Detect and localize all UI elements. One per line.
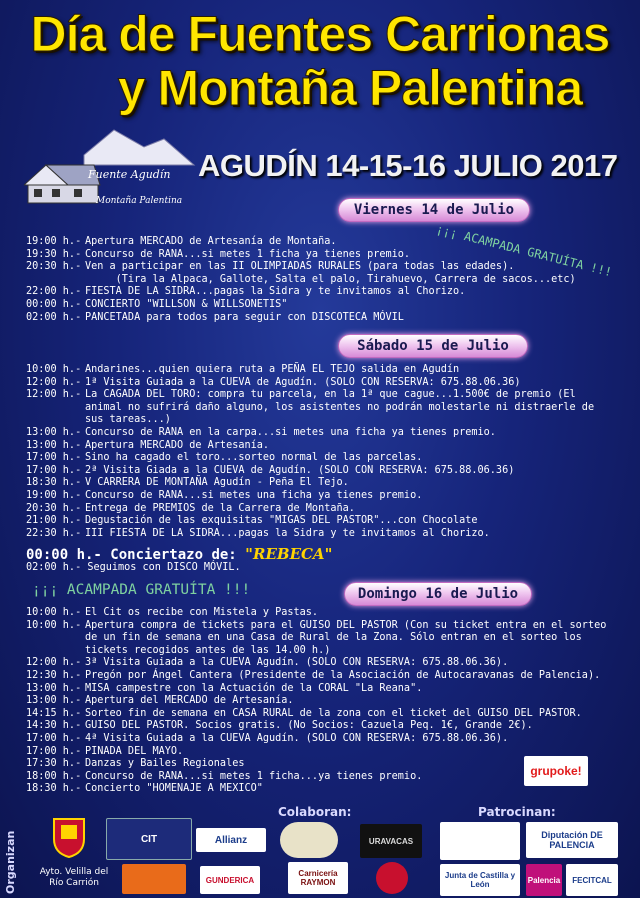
schedule-text: (Tira la Alpaca, Gallote, Salta el palo, Tirahuevo, Carrera de sacos...etc) xyxy=(85,273,576,285)
schedule-time: 17:00 h.- xyxy=(26,452,82,464)
schedule-item xyxy=(26,465,613,478)
schedule-text: 2ª Visita Giada a la CUEVA de Agudín. (SOLO CON RESERVA: 675.88.06.36) xyxy=(85,464,515,476)
schedule-item xyxy=(26,733,613,746)
schedule-item xyxy=(26,708,613,721)
grupoke-logo: grupoke! xyxy=(524,756,588,786)
schedule-item xyxy=(26,389,613,427)
event-dates: AGUDÍN 14-15-16 JULIO 2017 xyxy=(198,148,618,183)
junta-logo: Junta de Castilla y León xyxy=(440,864,520,896)
schedule-item xyxy=(26,299,576,312)
schedule-item xyxy=(26,377,613,390)
schedule-text: Apertura del MERCADO de Artesanía. xyxy=(85,695,294,707)
palencia-logo: Palencia xyxy=(526,864,562,896)
schedule-item xyxy=(26,477,613,490)
schedule-text: El Cit os recibe con Mistela y Pastas. xyxy=(85,607,319,618)
patrocinan-label: Patrocinan: xyxy=(478,805,556,819)
logo-subtitle: Montaña Palentina xyxy=(96,196,183,206)
friday-schedule xyxy=(26,236,576,324)
colaborador-badge-logo xyxy=(376,862,408,894)
schedule-item xyxy=(26,515,613,528)
schedule-time: 02:00 h.- xyxy=(26,311,82,323)
schedule-text: La CAGADA DEL TORO: compra tu parcela, en la 1ª que cague...1.500€ de premio (El animal no sufrirá daño alguno, los asistentes no podrán molestarle ni distraerle de sus tareas...) xyxy=(85,389,601,426)
schedule-time: 13:00 h.- xyxy=(26,426,82,438)
schedule-time: 17:00 h.- xyxy=(26,732,82,744)
schedule-time: 17:00 h.- xyxy=(26,464,82,476)
ayto-label: Ayto. Velilla del Río Carrión xyxy=(39,867,109,888)
colaboran-label: Colaboran: xyxy=(278,805,352,819)
schedule-item xyxy=(26,427,613,440)
carniceria-logo: Carnicería RAYMON xyxy=(288,862,348,894)
schedule-text: MISA campestre con la Actuación de la CORAL "La Reana". xyxy=(85,682,423,694)
schedule-time: 18:00 h.- xyxy=(26,770,82,782)
acampada-note-friday: ¡¡¡ ACAMPADA GRATUÍTA !!! xyxy=(434,222,614,280)
schedule-time: 12:30 h.- xyxy=(26,669,82,681)
schedule-item xyxy=(26,607,613,620)
schedule-time: 19:00 h.- xyxy=(26,236,82,247)
schedule-item xyxy=(26,490,613,503)
schedule-time: 22:00 h.- xyxy=(26,286,82,298)
schedule-text: CONCIERTO "WILLSON & WILLSONETIS" xyxy=(85,298,288,310)
day-pill-saturday: Sábado 15 de Julio xyxy=(338,334,528,358)
schedule-text: Ven a participar en las II OLIMPIADAS RURALES (para todas las edades). xyxy=(85,261,515,273)
schedule-time: 21:00 h.- xyxy=(26,515,82,527)
schedule-time: 22:30 h.- xyxy=(26,527,82,539)
schedule-text: Concurso de RANA...si metes 1 ficha ya tienes premio. xyxy=(85,248,411,260)
uravacas-logo: URAVACAS xyxy=(360,824,422,858)
patrocinador-logo xyxy=(440,822,520,860)
schedule-text: Apertura MERCADO de Artesanía de Montaña. xyxy=(85,236,337,247)
schedule-text: PINADA DEL MAYO. xyxy=(85,745,184,757)
schedule-item xyxy=(26,720,613,733)
schedule-time: 12:00 h.- xyxy=(26,657,82,669)
schedule-item xyxy=(26,657,613,670)
schedule-item xyxy=(26,695,613,708)
schedule-time: 18:30 h.- xyxy=(26,783,82,795)
allianz-logo: Allianz xyxy=(196,828,266,852)
schedule-time: 12:00 h.- xyxy=(26,376,82,388)
schedule-text: Sino ha cagado el toro...sorteo normal de las parcelas. xyxy=(85,452,423,464)
schedule-item xyxy=(26,274,576,287)
schedule-text: Sorteo fin de semana en CASA RURAL de la zona con el ticket del GUISO DEL PASTOR. xyxy=(85,707,582,719)
schedule-item xyxy=(26,286,576,299)
fecitcal-logo: FECITCAL xyxy=(566,864,618,896)
schedule-text: 3ª Visita Guiada a la CUEVA Agudín. (SOLO CON RESERVA: 675.88.06.36). xyxy=(85,657,509,669)
schedule-text: Andarines...quien quiera ruta a PEÑA EL TEJO salida en Agudín xyxy=(85,364,460,375)
schedule-time: 17:00 h.- xyxy=(26,745,82,757)
schedule-text: Concierto "HOMENAJE A MEXICO" xyxy=(85,783,263,795)
schedule-item xyxy=(26,670,613,683)
ayto-shield-icon xyxy=(52,815,86,859)
acampada-note-sunday: ¡¡¡ ACAMPADA GRATUÍTA !!! xyxy=(32,582,251,598)
schedule-time: 20:30 h.- xyxy=(26,502,82,514)
logo-name: Fuente Agudín xyxy=(88,168,171,181)
concert-label: Conciertazo de: xyxy=(110,547,237,563)
saturday-schedule xyxy=(26,364,613,540)
after-concert: 02:00 h.- Seguimos con DISCO MÓVIL. xyxy=(26,562,241,573)
schedule-text: GUISO DEL PASTOR. Socios gratis. (No Socios: Cazuela Peq. 1€, Grande 2€). xyxy=(85,720,533,732)
title-line-1: Día de Fuentes Carrionas xyxy=(30,6,610,62)
schedule-item xyxy=(26,528,613,541)
schedule-item xyxy=(26,261,576,274)
schedule-item xyxy=(26,236,576,249)
schedule-time: 00:00 h.- xyxy=(26,298,82,310)
schedule-time: 10:00 h.- xyxy=(26,607,82,618)
schedule-text: Apertura MERCADO de Artesanía. xyxy=(85,439,270,451)
colabora-seal-logo xyxy=(280,822,338,858)
schedule-item xyxy=(26,683,613,696)
schedule-text: Concurso de RANA...si metes 1 ficha...ya tienes premio. xyxy=(85,770,423,782)
schedule-item xyxy=(26,440,613,453)
concert-row xyxy=(26,545,332,563)
gunderica-logo: GUNDERICA xyxy=(200,866,260,894)
schedule-time: 19:30 h.- xyxy=(26,248,82,260)
schedule-text: Danzas y Bailes Regionales xyxy=(85,758,245,770)
schedule-item xyxy=(26,249,576,262)
schedule-item xyxy=(26,503,613,516)
schedule-text: Degustación de las exquisitas "MIGAS DEL PASTOR"...con Chocolate xyxy=(85,515,478,527)
schedule-time: 10:00 h.- xyxy=(26,619,82,631)
schedule-text: FIESTA DE LA SIDRA...pagas la Sidra y te invitamos al Chorizo. xyxy=(85,286,466,298)
schedule-text: PANCETADA para todos para seguir con DISCOTECA MÓVIL xyxy=(85,311,404,323)
schedule-text: Concurso de RANA en la carpa...si metes una ficha ya tienes premio. xyxy=(85,426,496,438)
schedule-time: 10:00 h.- xyxy=(26,364,82,375)
schedule-time: 20:30 h.- xyxy=(26,261,82,273)
schedule-text: V CARRERA DE MONTAÑA Agudín - Peña El Tejo. xyxy=(85,477,349,489)
schedule-text: Concurso de RANA...si metes una ficha ya tienes premio. xyxy=(85,489,423,501)
title-line-2: y Montaña Palentina xyxy=(117,60,583,116)
schedule-time: 13:00 h.- xyxy=(26,682,82,694)
schedule-item xyxy=(26,312,576,325)
schedule-time: 17:30 h.- xyxy=(26,758,82,770)
cit-logo: CIT xyxy=(106,818,192,860)
concert-band: "REBECA" xyxy=(245,545,333,563)
schedule-time: 19:00 h.- xyxy=(26,489,82,501)
organizan-label: Organizan xyxy=(4,830,17,894)
schedule-time: 14:15 h.- xyxy=(26,707,82,719)
schedule-text: III FIESTA DE LA SIDRA...pagas la Sidra y te invitamos al Chorizo. xyxy=(85,527,490,539)
schedule-time: 14:30 h.- xyxy=(26,720,82,732)
schedule-item xyxy=(26,620,613,658)
day-pill-friday: Viernes 14 de Julio xyxy=(338,198,530,222)
schedule-time: 12:00 h.- xyxy=(26,389,82,401)
day-pill-sunday: Domingo 16 de Julio xyxy=(344,582,532,606)
schedule-text: Pregón por Ángel Cantera (Presidente de la Asociación de Autocaravanas de Palencia). xyxy=(85,669,601,681)
schedule-item xyxy=(26,364,613,377)
schedule-text: Entrega de PREMIOS de la Carrera de Montaña. xyxy=(85,502,355,514)
diputacion-logo: Diputación DE PALENCIA xyxy=(526,822,618,858)
schedule-text: 1ª Visita Guiada a la CUEVA de Agudín. (SOLO CON RESERVA: 675.88.06.36) xyxy=(85,376,521,388)
schedule-item xyxy=(26,452,613,465)
schedule-time: 18:30 h.- xyxy=(26,477,82,489)
colaborador-logo xyxy=(122,864,186,894)
concert-time: 00:00 h.- xyxy=(26,547,102,563)
schedule-time xyxy=(26,274,85,287)
schedule-text: Apertura compra de tickets para el GUISO DEL PASTOR (Con su ticket entra en el sorteo de un fin de semana en una Casa de Rural de la Zona. Sólo entran en el sorteo los tickets recogidos antes de las 14.00 h.) xyxy=(85,619,613,656)
schedule-text: 4ª Visita Guiada a la CUEVA Agudín. (SOLO CON RESERVA: 675.88.06.36). xyxy=(85,732,509,744)
schedule-time: 13:00 h.- xyxy=(26,695,82,707)
schedule-time: 13:00 h.- xyxy=(26,439,82,451)
